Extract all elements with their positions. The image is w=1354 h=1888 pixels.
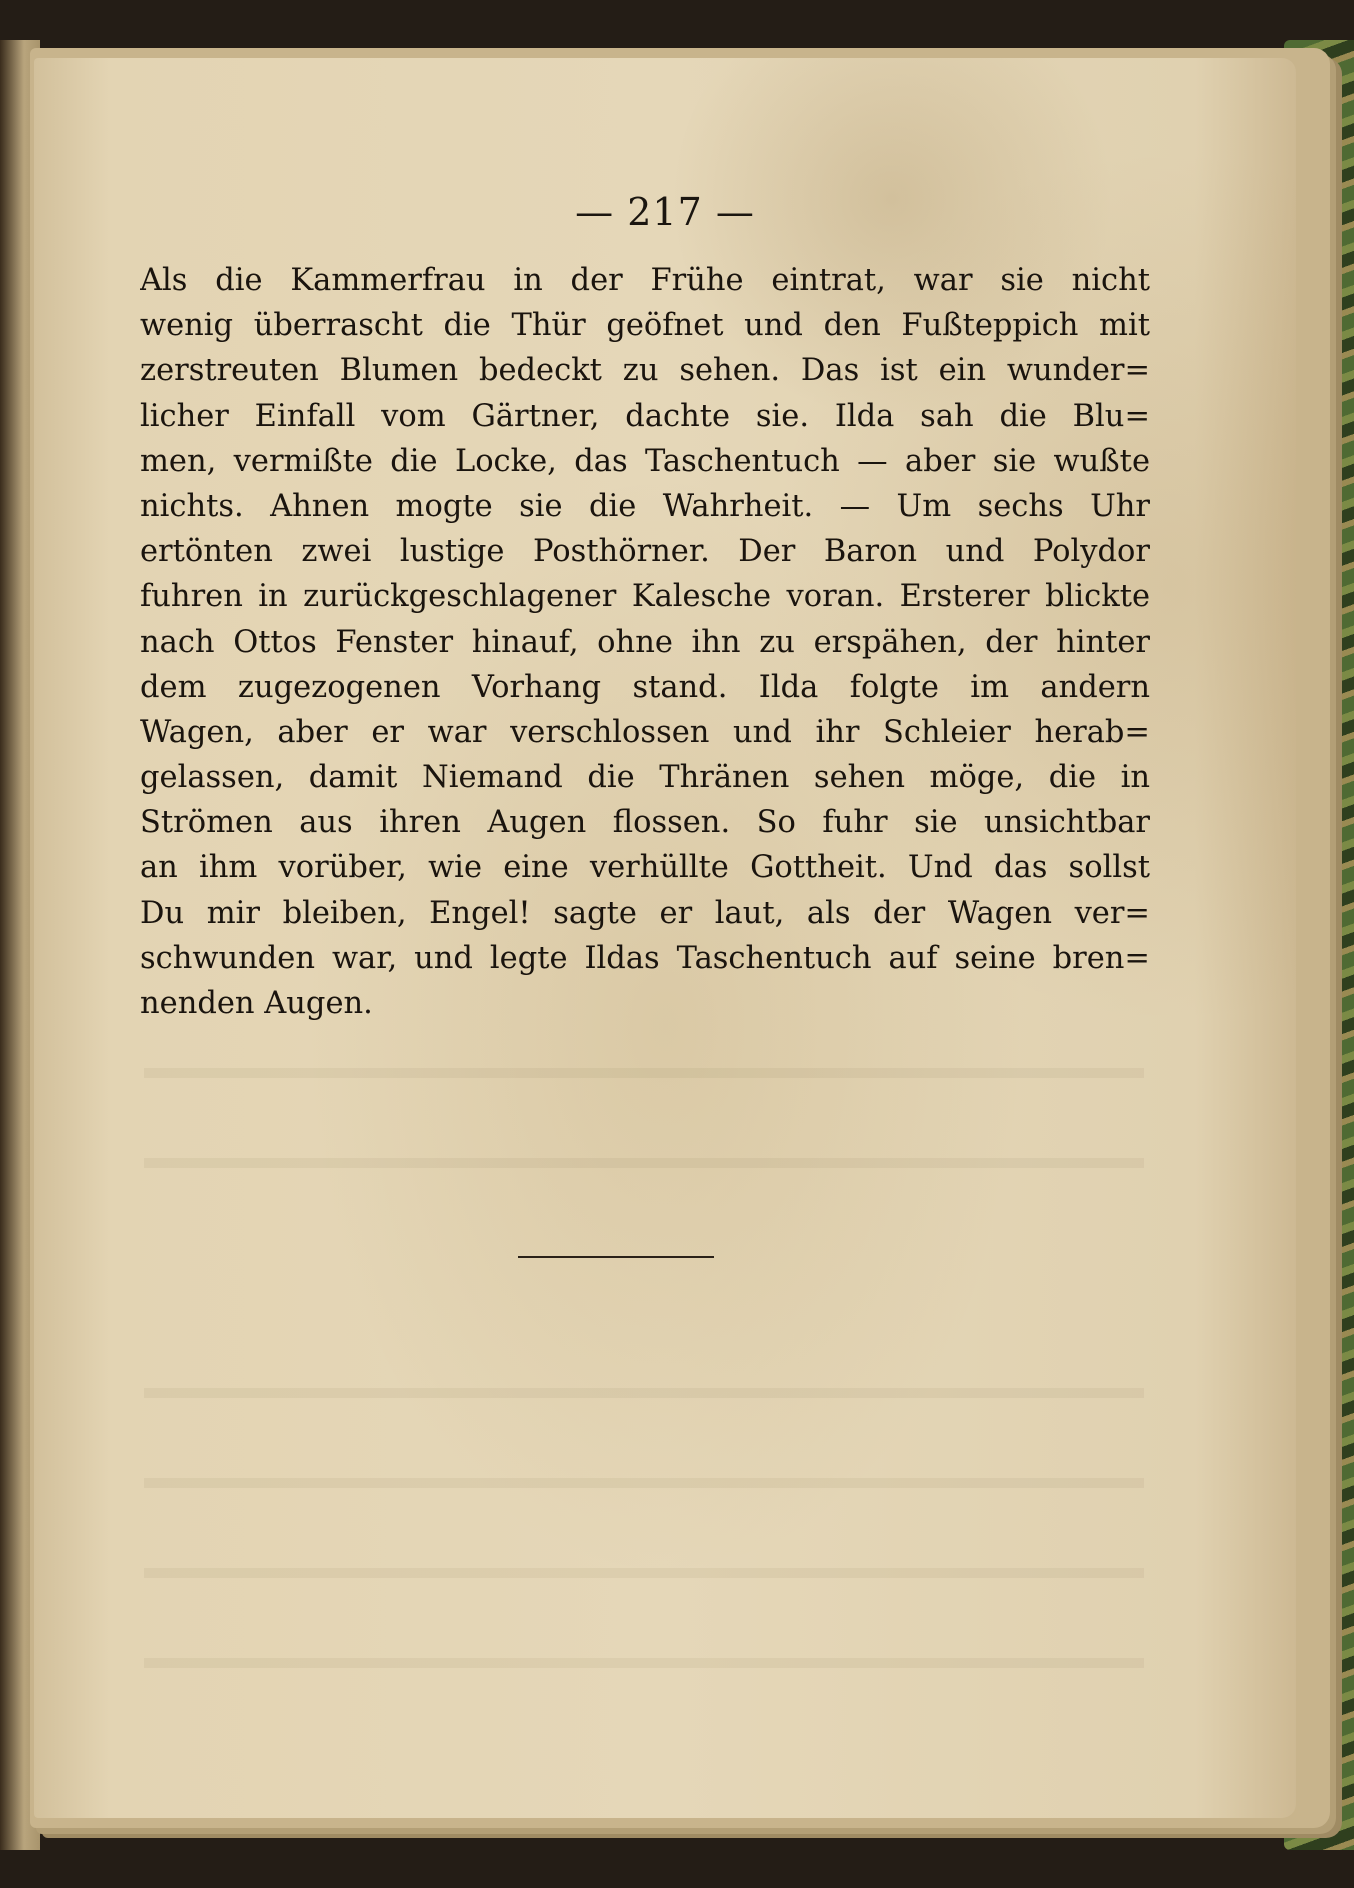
section-divider — [518, 1256, 714, 1258]
bleed-through — [144, 1658, 1144, 1668]
bleed-through — [144, 1478, 1144, 1488]
text-line: zerstreuten Blumen bedeckt zu sehen. Das ist ein wunder= — [140, 353, 1150, 389]
bleed-through — [144, 1158, 1144, 1168]
body-text — [140, 258, 1150, 1026]
bleed-through — [144, 1388, 1144, 1398]
text-line: gelassen, damit Niemand die Thränen sehen möge, die in — [140, 760, 1150, 796]
text-line: Wagen, aber er war verschlossen und ihr Schleier herab= — [140, 714, 1150, 750]
text-line: Als die Kammerfrau in der Frühe eintrat, war sie nicht — [140, 263, 1150, 298]
text-line: ertönten zwei lustige Posthörner. Der Baron und Polydor — [140, 534, 1150, 570]
book-page — [34, 58, 1296, 1818]
text-line: dem zugezogenen Vorhang stand. Ilda folgte im andern — [140, 669, 1150, 705]
bleed-through — [144, 1568, 1144, 1578]
text-line: nichts. Ahnen mogte sie die Wahrheit. — Um sechs Uhr — [140, 488, 1150, 524]
text-line: Du mir bleiben, Engel! sagte er laut, als der Wagen ver= — [140, 895, 1150, 931]
text-line: wenig überrascht die Thür geöfnet und den Fußteppich mit — [140, 308, 1150, 344]
text-line: schwunden war, und legte Ildas Taschentuch auf seine bren= — [140, 940, 1150, 976]
text-line: fuhren in zurückgeschlagener Kalesche voran. Ersterer blickte — [140, 579, 1150, 615]
bleed-through — [144, 1068, 1144, 1078]
text-line: nach Ottos Fenster hinauf, ohne ihn zu erspähen, der hinter — [140, 624, 1150, 660]
text-line: nenden Augen. — [140, 986, 373, 1021]
text-line: men, vermißte die Locke, das Taschentuch — aber sie wußte — [140, 443, 1150, 479]
text-line: an ihm vorüber, wie eine verhüllte Gottheit. Und das sollst — [140, 850, 1150, 886]
text-line: licher Einfall vom Gärtner, dachte sie. Ilda sah die Blu= — [140, 398, 1150, 434]
text-line: Strömen aus ihren Augen flossen. So fuhr sie unsichtbar — [140, 805, 1150, 841]
page-number: — 217 — — [575, 190, 755, 234]
